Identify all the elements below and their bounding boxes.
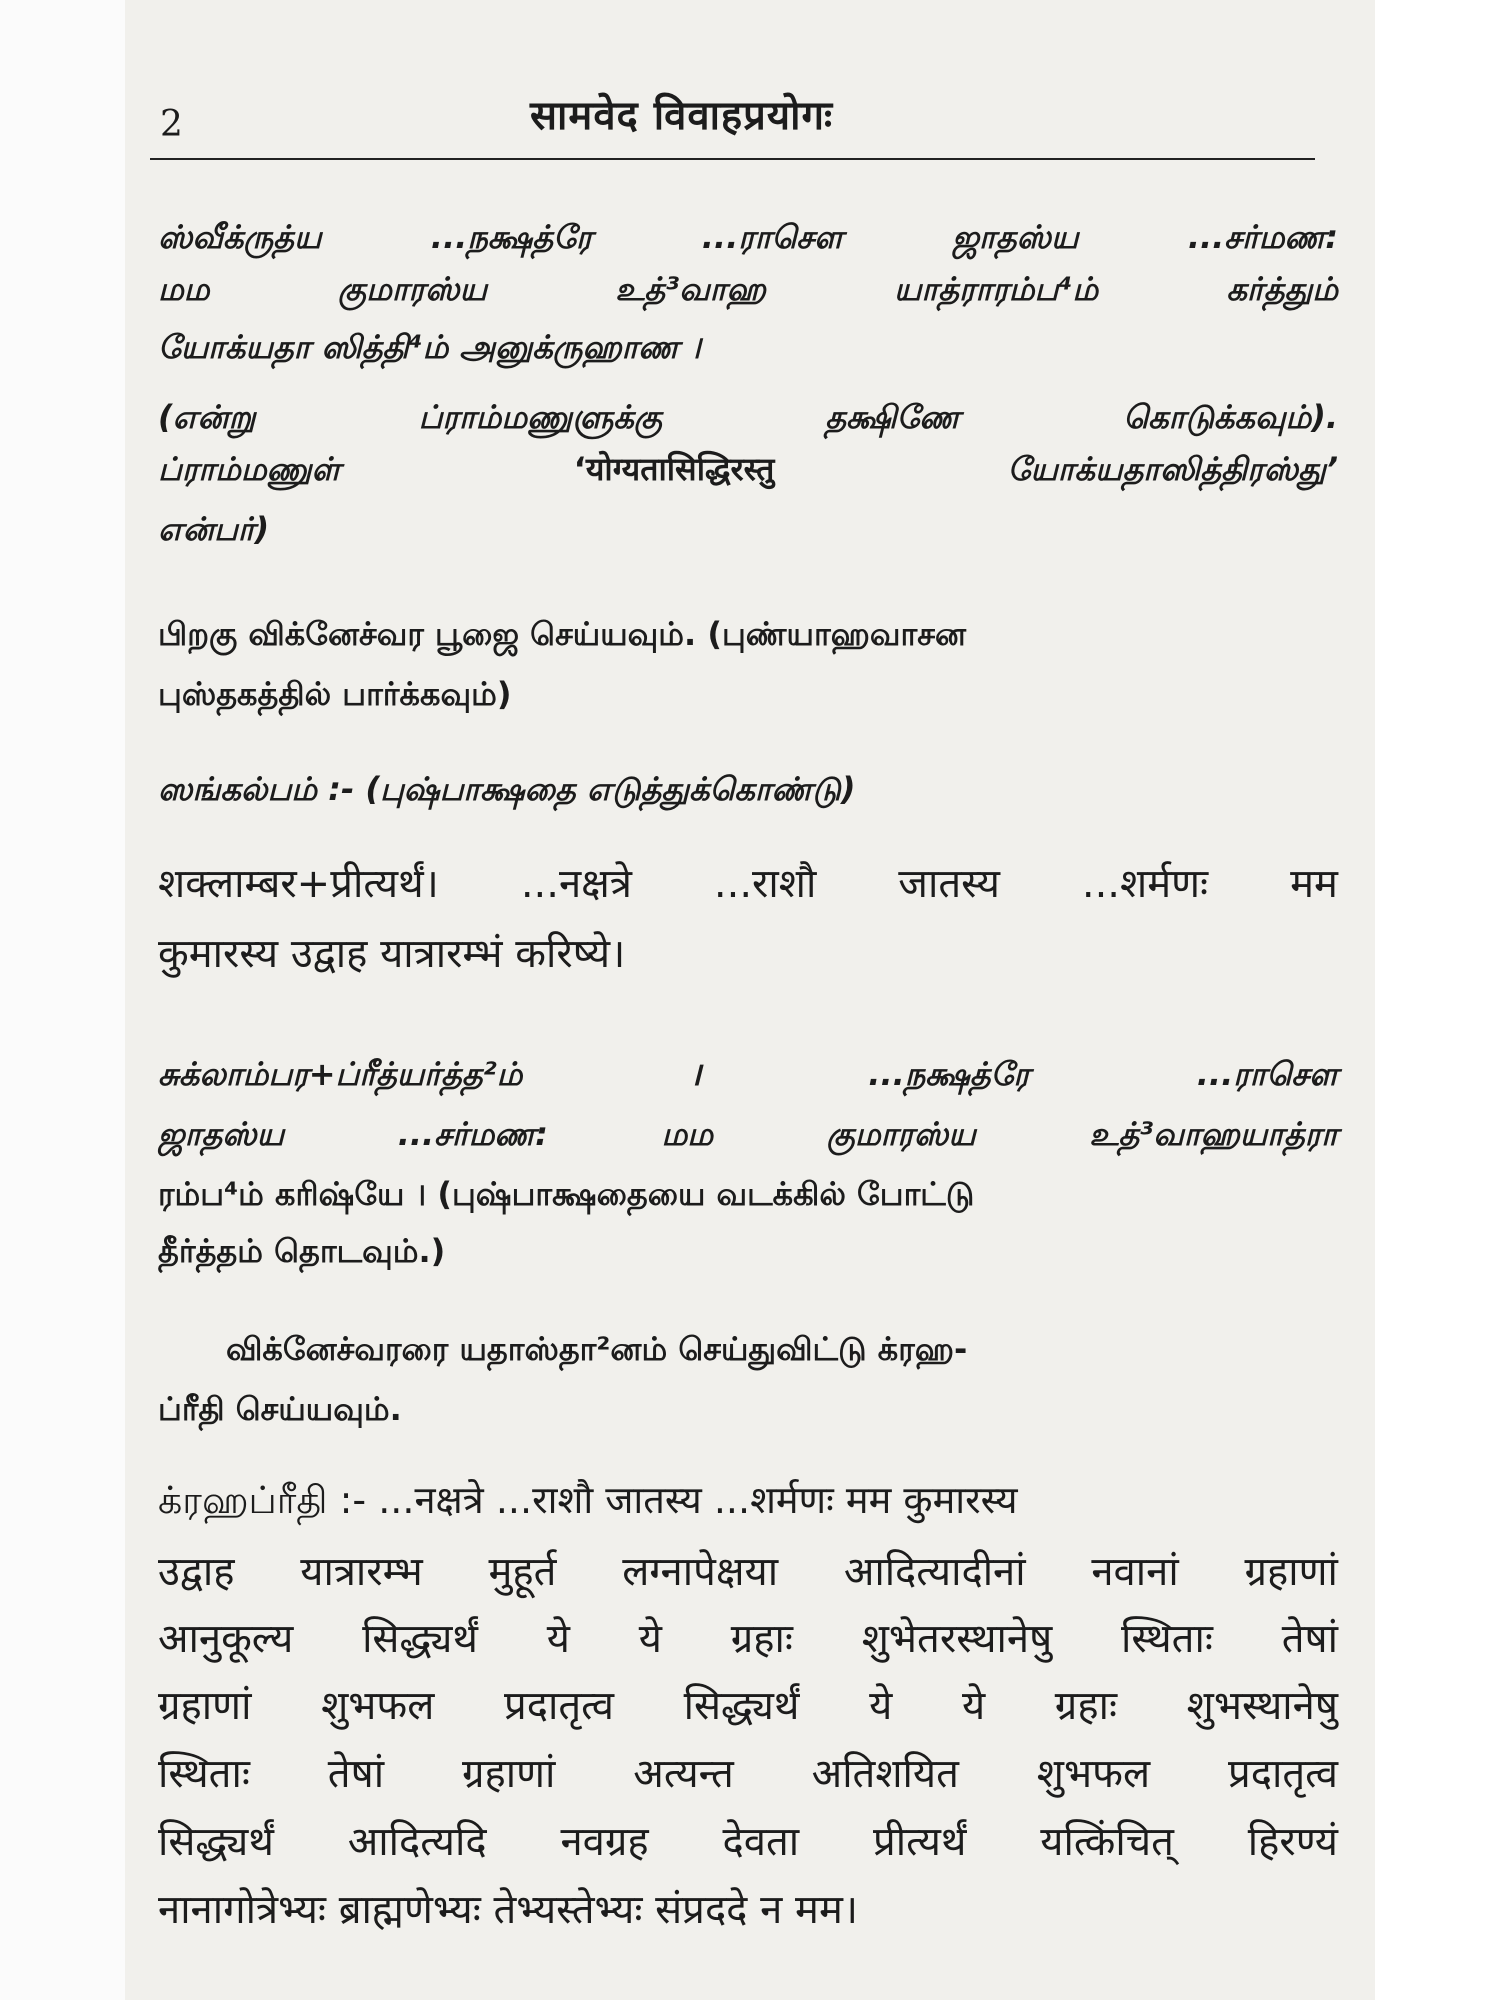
- word: आदित्यदि: [347, 1819, 487, 1865]
- word: शुभस्थानेषु: [1186, 1683, 1338, 1729]
- text-line-1: [158, 218, 1338, 256]
- word: ग्रहाणां: [1244, 1549, 1338, 1595]
- word: शक्लाम्बर+प्रीत्यर्थं।: [158, 861, 439, 907]
- text-line-22: [158, 1750, 1338, 1798]
- word: ...சர்மண:: [397, 1115, 548, 1153]
- header-rule: [150, 158, 1315, 160]
- word: अतिशयित: [811, 1751, 959, 1797]
- word: स्थिताः: [158, 1751, 250, 1797]
- text-line-12: [158, 1055, 1338, 1093]
- word: ...நக்ஷத்ரே: [868, 1055, 1030, 1093]
- text-line-16: விக்னேச்வரரை யதாஸ்தா²னம் செய்துவிட்டு க்ரஹ-: [226, 1330, 968, 1368]
- word: आदित्यादीनां: [843, 1549, 1026, 1595]
- word: अत्यन्त: [633, 1751, 734, 1797]
- word: यत्किंचित्: [1040, 1819, 1174, 1865]
- word: சுக்லாம்பர+ப்ரீத்யர்த்த²ம்: [158, 1055, 523, 1093]
- word: ये: [961, 1683, 986, 1729]
- word: प्रदातृत्व: [1227, 1751, 1338, 1797]
- word: प्रीत्यर्थं: [872, 1819, 967, 1865]
- word: குமாரஸ்ய: [826, 1115, 976, 1153]
- word: ग्रहाः: [1054, 1683, 1118, 1729]
- word: सिद्ध्यर्थं: [158, 1819, 274, 1865]
- text-line-18: க்ரஹப்ரீதி :- ...नक्षत्रे ...राशौ जातस्य ...शर्मणः मम कुमारस्य: [158, 1478, 1018, 1522]
- word: ப்ராம்மணுளுக்கு: [418, 398, 663, 436]
- text-line-3: யோக்யதா ஸித்தி⁴ம் அனுக்ருஹாண ।: [158, 328, 701, 366]
- word: लग्नापेक्षया: [622, 1549, 779, 1595]
- word: உத்³வாஹ: [615, 270, 766, 308]
- word: ये: [638, 1616, 662, 1662]
- word: ...शर्मणः: [1081, 861, 1209, 907]
- text-line-10: [158, 860, 1338, 908]
- word: तेषां: [1281, 1616, 1338, 1662]
- word: ‘योग्यतासिद्धिरस्तु: [573, 450, 775, 488]
- word: ...राशौ: [713, 861, 817, 907]
- word: ஸ்வீக்ருத்ய: [158, 218, 322, 256]
- word: கர்த்தும்: [1226, 270, 1338, 308]
- word: शुभफल: [1036, 1751, 1151, 1797]
- word: स्थिताः: [1121, 1616, 1213, 1662]
- word: यात्रारम्भ: [300, 1549, 423, 1595]
- word: மம: [158, 270, 210, 308]
- word: ...சர்மண:: [1187, 218, 1338, 256]
- word: குமாரஸ்ய: [337, 270, 487, 308]
- running-title: सामवेद विवाहप्रयोगः: [530, 93, 834, 139]
- text-line-7: பிறகு விக்னேச்வர பூஜை செய்யவும். (புண்யாஹவாசன: [158, 615, 966, 653]
- word: உத்³வாஹயாத்ரா: [1089, 1115, 1338, 1153]
- text-line-19: [158, 1548, 1338, 1596]
- word: ...नक्षत्रे: [520, 861, 632, 907]
- word: उद्वाह: [158, 1549, 235, 1595]
- word: नवानां: [1091, 1549, 1179, 1595]
- page-number: 2: [160, 104, 183, 145]
- word: शुभेतरस्थानेषु: [861, 1616, 1053, 1662]
- text-line-6: என்பர்): [158, 510, 270, 548]
- word: ...நக்ஷத்ரே: [430, 218, 593, 256]
- word: கொடுக்கவும்).: [1123, 398, 1338, 436]
- word: யாத்ராரம்ப⁴ம்: [894, 270, 1099, 308]
- word: नवग्रह: [560, 1819, 649, 1865]
- word: ...ராசௌ: [1196, 1055, 1338, 1093]
- word: देवता: [722, 1819, 800, 1865]
- word: सिद्ध्यर्थं: [362, 1616, 478, 1662]
- word: तेषां: [327, 1751, 385, 1797]
- text-line-24: नानागोत्रेभ्यः ब्राह्मणेभ्यः तेभ्यस्तेभ्यः संप्रददे न मम।: [158, 1887, 859, 1933]
- text-line-21: [158, 1682, 1338, 1730]
- text-line-11: कुमारस्य उद्वाह यात्रारम्भं करिष्ये।: [158, 931, 626, 977]
- right-margin: [1375, 0, 1500, 2000]
- text-line-15: தீர்த்தம் தொடவும்.): [158, 1232, 446, 1270]
- word: ...ராசௌ: [701, 218, 843, 256]
- word: ग्रहाणां: [461, 1751, 556, 1797]
- word: ग्रहाणां: [158, 1683, 252, 1729]
- word: ये: [869, 1683, 893, 1729]
- word: आनुकूल्य: [158, 1616, 294, 1662]
- word: प्रदातृत्व: [503, 1683, 614, 1729]
- word: शुभफल: [321, 1683, 435, 1729]
- word: मुहूर्त: [488, 1549, 557, 1595]
- text-line-20: [158, 1615, 1338, 1663]
- text-line-14: ரம்ப⁴ம் கரிஷ்யே । (புஷ்பாக்ஷதையை வடக்கில் போட்டு: [158, 1175, 975, 1213]
- word: யோக்யதாஸித்திரஸ்து’: [1007, 450, 1338, 488]
- word: (என்று: [158, 398, 256, 436]
- left-margin: [0, 0, 125, 2000]
- word: मम: [1290, 861, 1338, 907]
- text-line-8: புஸ்தகத்தில் பார்க்கவும்): [158, 675, 512, 713]
- text-line-9: ஸங்கல்பம் :- (புஷ்பாக்ஷதை எடுத்துக்கொண்டு): [158, 770, 856, 808]
- word: जातस्य: [898, 861, 1000, 907]
- word: ஜாதஸ்ய: [158, 1115, 285, 1153]
- word: ஜாதஸ்ய: [952, 218, 1079, 256]
- word: ग्रहाः: [730, 1616, 793, 1662]
- word: ये: [546, 1616, 570, 1662]
- word: सिद्ध्यर्थं: [683, 1683, 800, 1729]
- word: हिरण्यं: [1247, 1819, 1338, 1865]
- word: ।: [689, 1055, 702, 1093]
- text-line-2: [158, 270, 1338, 308]
- text-line-4: [158, 398, 1338, 436]
- text-line-17: ப்ரீதி செய்யவும்.: [158, 1390, 402, 1428]
- text-line-5: [158, 450, 1338, 488]
- word: மம: [661, 1115, 713, 1153]
- word: ப்ராம்மணுள்: [158, 450, 341, 488]
- text-line-23: [158, 1818, 1338, 1866]
- word: தக்ஷிணே: [825, 398, 960, 436]
- text-line-13: [158, 1115, 1338, 1153]
